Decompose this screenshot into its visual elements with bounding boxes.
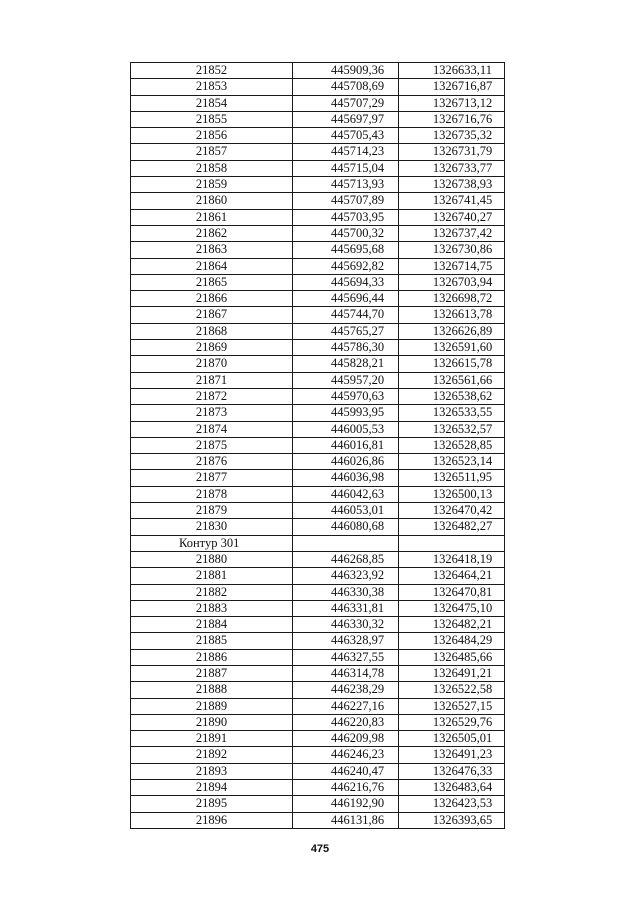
y-coordinate-cell: 1326703,94 [399, 274, 505, 290]
table-row [131, 454, 505, 470]
table-row [131, 633, 505, 649]
x-coordinate-cell: 445695,68 [293, 242, 399, 258]
table-row [131, 323, 505, 339]
point-number-cell: 21896 [131, 812, 293, 828]
table-row [131, 291, 505, 307]
x-coordinate-cell: 445970,63 [293, 388, 399, 404]
point-number-cell: 21889 [131, 698, 293, 714]
y-coordinate-cell: 1326476,33 [399, 763, 505, 779]
x-coordinate-cell: 446053,01 [293, 503, 399, 519]
table-row [131, 568, 505, 584]
y-coordinate-cell: 1326533,55 [399, 405, 505, 421]
point-number-cell: 21892 [131, 747, 293, 763]
table-row [131, 780, 505, 796]
y-coordinate-cell: 1326475,10 [399, 600, 505, 616]
point-number-cell: 21866 [131, 291, 293, 307]
point-number-cell: 21875 [131, 437, 293, 453]
x-coordinate-cell: 445828,21 [293, 356, 399, 372]
point-number-cell: 21894 [131, 780, 293, 796]
table-row [131, 486, 505, 502]
point-number-cell: 21871 [131, 372, 293, 388]
table-row [131, 242, 505, 258]
table-row [131, 372, 505, 388]
y-coordinate-cell: 1326735,32 [399, 128, 505, 144]
table-row [131, 698, 505, 714]
point-number-cell: 21880 [131, 551, 293, 567]
table-row [131, 731, 505, 747]
coordinates-table [130, 62, 505, 829]
empty-cell [399, 535, 505, 551]
y-coordinate-cell: 1326613,78 [399, 307, 505, 323]
y-coordinate-cell: 1326529,76 [399, 714, 505, 730]
x-coordinate-cell: 446268,85 [293, 551, 399, 567]
x-coordinate-cell: 446131,86 [293, 812, 399, 828]
point-number-cell: 21865 [131, 274, 293, 290]
table-row [131, 617, 505, 633]
point-number-cell: 21883 [131, 600, 293, 616]
x-coordinate-cell: 446036,98 [293, 470, 399, 486]
point-number-cell: 21890 [131, 714, 293, 730]
point-number-cell: 21872 [131, 388, 293, 404]
y-coordinate-cell: 1326741,45 [399, 193, 505, 209]
y-coordinate-cell: 1326470,81 [399, 584, 505, 600]
point-number-cell: 21881 [131, 568, 293, 584]
x-coordinate-cell: 446042,63 [293, 486, 399, 502]
table-row [131, 356, 505, 372]
point-number-cell: 21857 [131, 144, 293, 160]
point-number-cell: 21854 [131, 95, 293, 111]
y-coordinate-cell: 1326532,57 [399, 421, 505, 437]
table-row [131, 128, 505, 144]
y-coordinate-cell: 1326528,85 [399, 437, 505, 453]
point-number-cell: 21873 [131, 405, 293, 421]
table-row [131, 470, 505, 486]
table-row [131, 111, 505, 127]
y-coordinate-cell: 1326511,95 [399, 470, 505, 486]
y-coordinate-cell: 1326740,27 [399, 209, 505, 225]
x-coordinate-cell: 445714,23 [293, 144, 399, 160]
x-coordinate-cell: 446192,90 [293, 796, 399, 812]
y-coordinate-cell: 1326731,79 [399, 144, 505, 160]
table-row [131, 747, 505, 763]
point-number-cell: 21886 [131, 649, 293, 665]
y-coordinate-cell: 1326505,01 [399, 731, 505, 747]
y-coordinate-cell: 1326485,66 [399, 649, 505, 665]
x-coordinate-cell: 445697,97 [293, 111, 399, 127]
table-row [131, 95, 505, 111]
table-row [131, 340, 505, 356]
point-number-cell: 21891 [131, 731, 293, 747]
x-coordinate-cell: 445993,95 [293, 405, 399, 421]
y-coordinate-cell: 1326464,21 [399, 568, 505, 584]
x-coordinate-cell: 445696,44 [293, 291, 399, 307]
y-coordinate-cell: 1326523,14 [399, 454, 505, 470]
table-row [131, 63, 505, 79]
x-coordinate-cell: 445700,32 [293, 225, 399, 241]
table-row [131, 551, 505, 567]
table-row [131, 665, 505, 681]
table-row [131, 144, 505, 160]
x-coordinate-cell: 446227,16 [293, 698, 399, 714]
x-coordinate-cell: 446314,78 [293, 665, 399, 681]
point-number-cell: 21888 [131, 682, 293, 698]
y-coordinate-cell: 1326713,12 [399, 95, 505, 111]
x-coordinate-cell: 446330,38 [293, 584, 399, 600]
y-coordinate-cell: 1326482,21 [399, 617, 505, 633]
y-coordinate-cell: 1326561,66 [399, 372, 505, 388]
table-row [131, 649, 505, 665]
point-number-cell: 21874 [131, 421, 293, 437]
point-number-cell: 21855 [131, 111, 293, 127]
point-number-cell: 21858 [131, 160, 293, 176]
table-row [131, 421, 505, 437]
point-number-cell: 21884 [131, 617, 293, 633]
y-coordinate-cell: 1326470,42 [399, 503, 505, 519]
y-coordinate-cell: 1326484,29 [399, 633, 505, 649]
y-coordinate-cell: 1326733,77 [399, 160, 505, 176]
x-coordinate-cell: 446240,47 [293, 763, 399, 779]
table-row [131, 225, 505, 241]
x-coordinate-cell: 445707,89 [293, 193, 399, 209]
y-coordinate-cell: 1326738,93 [399, 177, 505, 193]
table-row [131, 763, 505, 779]
x-coordinate-cell: 446328,97 [293, 633, 399, 649]
point-number-cell: 21882 [131, 584, 293, 600]
point-number-cell: 21860 [131, 193, 293, 209]
x-coordinate-cell: 445786,30 [293, 340, 399, 356]
point-number-cell: 21862 [131, 225, 293, 241]
table-row [131, 714, 505, 730]
x-coordinate-cell: 445707,29 [293, 95, 399, 111]
x-coordinate-cell: 445909,36 [293, 63, 399, 79]
table-row [131, 307, 505, 323]
table-row [131, 388, 505, 404]
section-label: Контур 301 [131, 535, 293, 551]
x-coordinate-cell: 446216,76 [293, 780, 399, 796]
point-number-cell: 21879 [131, 503, 293, 519]
x-coordinate-cell: 445708,69 [293, 79, 399, 95]
x-coordinate-cell: 445744,70 [293, 307, 399, 323]
y-coordinate-cell: 1326500,13 [399, 486, 505, 502]
y-coordinate-cell: 1326714,75 [399, 258, 505, 274]
x-coordinate-cell: 446209,98 [293, 731, 399, 747]
point-number-cell: 21878 [131, 486, 293, 502]
table-row [131, 682, 505, 698]
x-coordinate-cell: 446016,81 [293, 437, 399, 453]
y-coordinate-cell: 1326491,23 [399, 747, 505, 763]
table-row [131, 160, 505, 176]
x-coordinate-cell: 445715,04 [293, 160, 399, 176]
x-coordinate-cell: 446220,83 [293, 714, 399, 730]
y-coordinate-cell: 1326698,72 [399, 291, 505, 307]
y-coordinate-cell: 1326716,76 [399, 111, 505, 127]
table-row [131, 812, 505, 828]
y-coordinate-cell: 1326633,11 [399, 63, 505, 79]
y-coordinate-cell: 1326615,78 [399, 356, 505, 372]
table-row [131, 796, 505, 812]
point-number-cell: 21852 [131, 63, 293, 79]
table-row [131, 209, 505, 225]
point-number-cell: 21876 [131, 454, 293, 470]
point-number-cell: 21853 [131, 79, 293, 95]
x-coordinate-cell: 445692,82 [293, 258, 399, 274]
x-coordinate-cell: 446246,23 [293, 747, 399, 763]
x-coordinate-cell: 446323,92 [293, 568, 399, 584]
table-row [131, 503, 505, 519]
table-row [131, 177, 505, 193]
x-coordinate-cell: 445705,43 [293, 128, 399, 144]
table-row [131, 258, 505, 274]
empty-cell [293, 535, 399, 551]
y-coordinate-cell: 1326393,65 [399, 812, 505, 828]
x-coordinate-cell: 445703,95 [293, 209, 399, 225]
x-coordinate-cell: 446331,81 [293, 600, 399, 616]
table-row [131, 79, 505, 95]
point-number-cell: 21864 [131, 258, 293, 274]
y-coordinate-cell: 1326483,64 [399, 780, 505, 796]
table-row [131, 193, 505, 209]
y-coordinate-cell: 1326527,15 [399, 698, 505, 714]
page-number: 475 [310, 843, 330, 855]
point-number-cell: 21830 [131, 519, 293, 535]
table-row [131, 437, 505, 453]
point-number-cell: 21869 [131, 340, 293, 356]
x-coordinate-cell: 445694,33 [293, 274, 399, 290]
x-coordinate-cell: 446330,32 [293, 617, 399, 633]
point-number-cell: 21859 [131, 177, 293, 193]
x-coordinate-cell: 445713,93 [293, 177, 399, 193]
table-row [131, 584, 505, 600]
x-coordinate-cell: 446327,55 [293, 649, 399, 665]
y-coordinate-cell: 1326423,53 [399, 796, 505, 812]
y-coordinate-cell: 1326522,58 [399, 682, 505, 698]
x-coordinate-cell: 445957,20 [293, 372, 399, 388]
x-coordinate-cell: 446080,68 [293, 519, 399, 535]
y-coordinate-cell: 1326626,89 [399, 323, 505, 339]
coordinates-table-body [131, 63, 505, 829]
point-number-cell: 21856 [131, 128, 293, 144]
y-coordinate-cell: 1326591,60 [399, 340, 505, 356]
point-number-cell: 21868 [131, 323, 293, 339]
point-number-cell: 21863 [131, 242, 293, 258]
point-number-cell: 21877 [131, 470, 293, 486]
section-header-row [131, 535, 505, 551]
point-number-cell: 21867 [131, 307, 293, 323]
y-coordinate-cell: 1326491,21 [399, 665, 505, 681]
y-coordinate-cell: 1326418,19 [399, 551, 505, 567]
y-coordinate-cell: 1326716,87 [399, 79, 505, 95]
point-number-cell: 21861 [131, 209, 293, 225]
table-row [131, 274, 505, 290]
y-coordinate-cell: 1326737,42 [399, 225, 505, 241]
x-coordinate-cell: 446026,86 [293, 454, 399, 470]
y-coordinate-cell: 1326730,86 [399, 242, 505, 258]
y-coordinate-cell: 1326538,62 [399, 388, 505, 404]
y-coordinate-cell: 1326482,27 [399, 519, 505, 535]
table-row [131, 600, 505, 616]
point-number-cell: 21893 [131, 763, 293, 779]
point-number-cell: 21895 [131, 796, 293, 812]
x-coordinate-cell: 446005,53 [293, 421, 399, 437]
table-row [131, 519, 505, 535]
point-number-cell: 21885 [131, 633, 293, 649]
point-number-cell: 21870 [131, 356, 293, 372]
x-coordinate-cell: 446238,29 [293, 682, 399, 698]
x-coordinate-cell: 445765,27 [293, 323, 399, 339]
table-row [131, 405, 505, 421]
point-number-cell: 21887 [131, 665, 293, 681]
